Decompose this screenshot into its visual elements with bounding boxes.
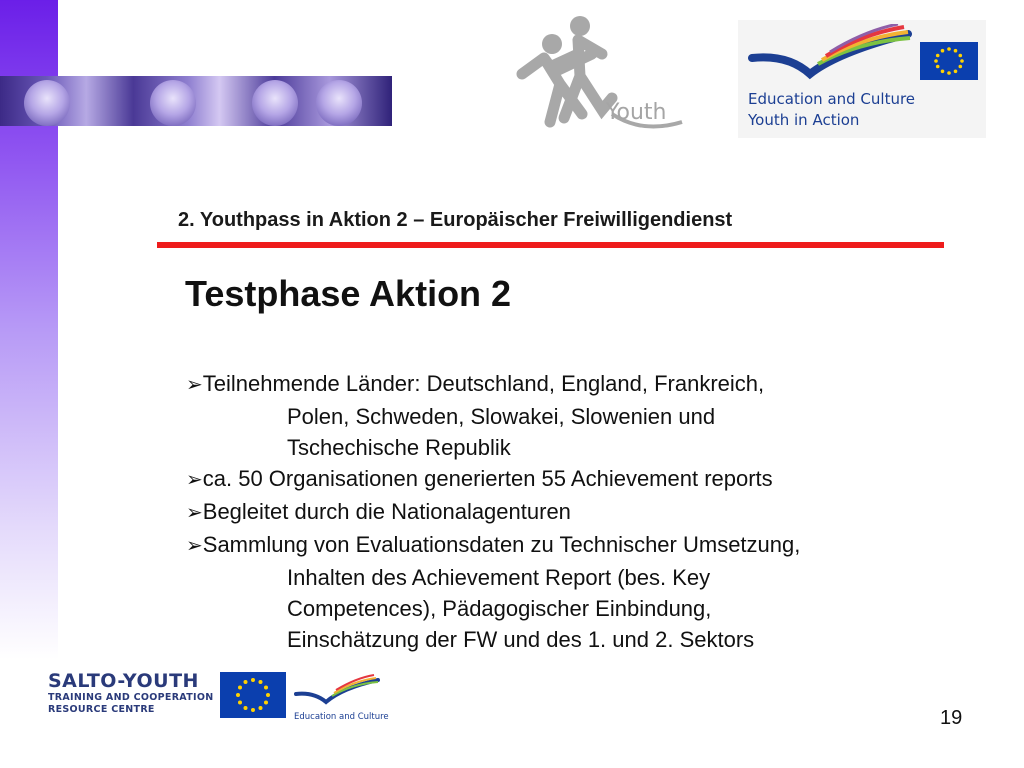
people-photo-strip	[0, 76, 392, 126]
arrow-bullet-icon: ➢	[186, 469, 203, 491]
face-photo	[252, 80, 298, 126]
bullet-item	[186, 529, 946, 655]
eac-line-1: Education and Culture	[748, 90, 916, 108]
bullet-item	[186, 463, 946, 496]
eac-swoosh-icon	[294, 674, 380, 710]
education-culture-text	[748, 89, 915, 131]
face-photo	[316, 80, 362, 126]
face-photo	[150, 80, 196, 126]
salto-text	[48, 670, 218, 716]
section-heading: 2. Youthpass in Aktion 2 – Europäischer Freiwilligendienst	[178, 209, 733, 231]
bullet-continuation: Tschechische Republik	[287, 435, 511, 460]
bullet-continuation: Einschätzung der FW und des 1. und 2. Sektors	[287, 627, 755, 652]
youth-logo-text: Youth	[606, 100, 667, 125]
red-divider	[157, 242, 944, 248]
ec-small-logo	[294, 674, 389, 726]
arrow-bullet-icon: ➢	[186, 374, 203, 396]
bullet-item	[186, 368, 946, 463]
eu-flag-icon	[220, 672, 286, 718]
ec-small-text: Education and Culture	[294, 712, 389, 722]
salto-line-2: RESOURCE CENTRE	[48, 704, 155, 715]
salto-title: SALTO-YOUTH	[48, 670, 199, 692]
bullet-continuation: Polen, Schweden, Slowakei, Slowenien und	[287, 404, 716, 429]
slide-title: Testphase Aktion 2	[185, 273, 512, 314]
face-photo	[24, 80, 70, 126]
bullet-list	[186, 368, 946, 655]
eu-flag-icon	[920, 42, 978, 80]
bullet-text: Teilnehmende Länder: Deutschland, England, Frankreich,	[202, 371, 765, 396]
eac-swoosh-icon	[748, 24, 912, 90]
bullet-continuation: Inhalten des Achievement Report (bes. Key	[287, 565, 711, 590]
education-culture-logo	[738, 20, 986, 138]
page-number: 19	[940, 707, 963, 729]
arrow-bullet-icon: ➢	[186, 502, 203, 524]
salto-line-1: TRAINING AND COOPERATION	[48, 692, 214, 703]
bullet-text: Begleitet durch die Nationalagenturen	[202, 499, 571, 524]
bullet-text: Sammlung von Evaluationsdaten zu Technischer Umsetzung,	[202, 532, 801, 557]
bullet-continuation: Competences), Pädagogischer Einbindung,	[287, 596, 712, 621]
bullet-text: ca. 50 Organisationen generierten 55 Achievement reports	[202, 466, 773, 491]
eac-line-2: Youth in Action	[748, 111, 860, 129]
bullet-item	[186, 496, 946, 529]
salto-youth-logo	[48, 670, 388, 726]
arrow-bullet-icon: ➢	[186, 535, 203, 557]
